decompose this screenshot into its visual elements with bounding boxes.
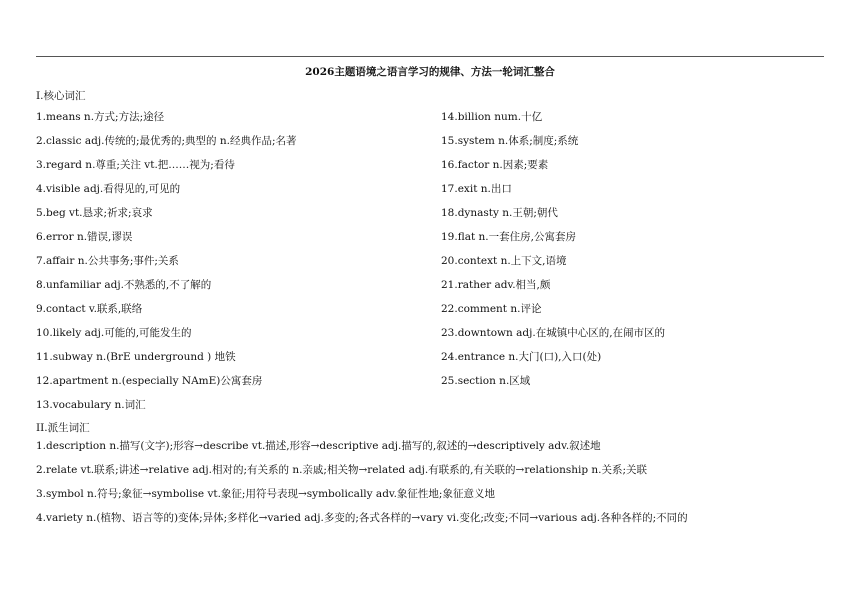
vocab-entry: 2.classic adj.传统的;最优秀的;典型的 n.经典作品;名著 xyxy=(36,135,297,147)
top-rule xyxy=(36,56,824,57)
document-title: 2026主题语境之语言学习的规律、方法一轮词汇整合 xyxy=(305,66,555,78)
vocab-entry: 19.flat n.一套住房,公寓套房 xyxy=(441,231,576,243)
core-vocabulary-right-column xyxy=(441,111,841,399)
vocab-entry: 5.beg vt.恳求;祈求;哀求 xyxy=(36,207,153,219)
vocab-entry: 13.vocabulary n.词汇 xyxy=(36,399,146,411)
vocab-entry: 20.context n.上下文,语境 xyxy=(441,255,567,267)
vocab-entry: 22.comment n.评论 xyxy=(441,303,542,315)
derived-vocabulary-list xyxy=(36,440,826,536)
vocab-entry: 3.regard n.尊重;关注 vt.把……视为;看待 xyxy=(36,159,235,171)
derived-entry: 2.relate vt.联系;讲述→relative adj.相对的;有关系的 n.亲戚;相关物→related adj.有联系的,有关联的→relationship n.关系;关联 xyxy=(36,464,648,476)
vocab-entry: 6.error n.错误,谬误 xyxy=(36,231,133,243)
vocab-entry: 10.likely adj.可能的,可能发生的 xyxy=(36,327,192,339)
section-heading-derived-vocabulary: II.派生词汇 xyxy=(36,422,90,434)
vocab-entry: 18.dynasty n.王朝;朝代 xyxy=(441,207,558,219)
derived-entry: 3.symbol n.符号;象征→symbolise vt.象征;用符号表现→symbolically adv.象征性地;象征意义地 xyxy=(36,488,495,500)
vocab-entry: 11.subway n.(BrE underground ) 地铁 xyxy=(36,351,236,363)
vocab-entry: 12.apartment n.(especially NAmE)公寓套房 xyxy=(36,375,263,387)
vocab-entry: 23.downtown adj.在城镇中心区的,在闹市区的 xyxy=(441,327,666,339)
vocab-entry: 15.system n.体系;制度;系统 xyxy=(441,135,579,147)
vocab-entry: 16.factor n.因素;要素 xyxy=(441,159,549,171)
vocab-entry: 25.section n.区域 xyxy=(441,375,531,387)
vocab-entry: 9.contact v.联系,联络 xyxy=(36,303,143,315)
vocab-entry: 21.rather adv.相当,颇 xyxy=(441,279,551,291)
section-heading-core-vocabulary: I.核心词汇 xyxy=(36,90,86,102)
vocab-entry: 8.unfamiliar adj.不熟悉的,不了解的 xyxy=(36,279,212,291)
vocab-entry: 7.affair n.公共事务;事件;关系 xyxy=(36,255,179,267)
core-vocabulary-left-column xyxy=(36,111,436,423)
derived-entry: 1.description n.描写(文字);形容→describe vt.描述,形容→descriptive adj.描写的,叙述的→descriptively adv.叙述地 xyxy=(36,440,601,452)
vocab-entry: 24.entrance n.大门(口),入口(处) xyxy=(441,351,602,363)
vocab-entry: 4.visible adj.看得见的,可见的 xyxy=(36,183,181,195)
derived-entry: 4.variety n.(植物、语言等的)变体;异体;多样化→varied adj.多变的;各式各样的→vary vi.变化;改变;不同→various adj.各种各样的;不同的 xyxy=(36,512,688,524)
vocab-entry: 17.exit n.出口 xyxy=(441,183,512,195)
vocab-entry: 1.means n.方式;方法;途径 xyxy=(36,111,165,123)
vocab-entry: 14.billion num.十亿 xyxy=(441,111,543,123)
